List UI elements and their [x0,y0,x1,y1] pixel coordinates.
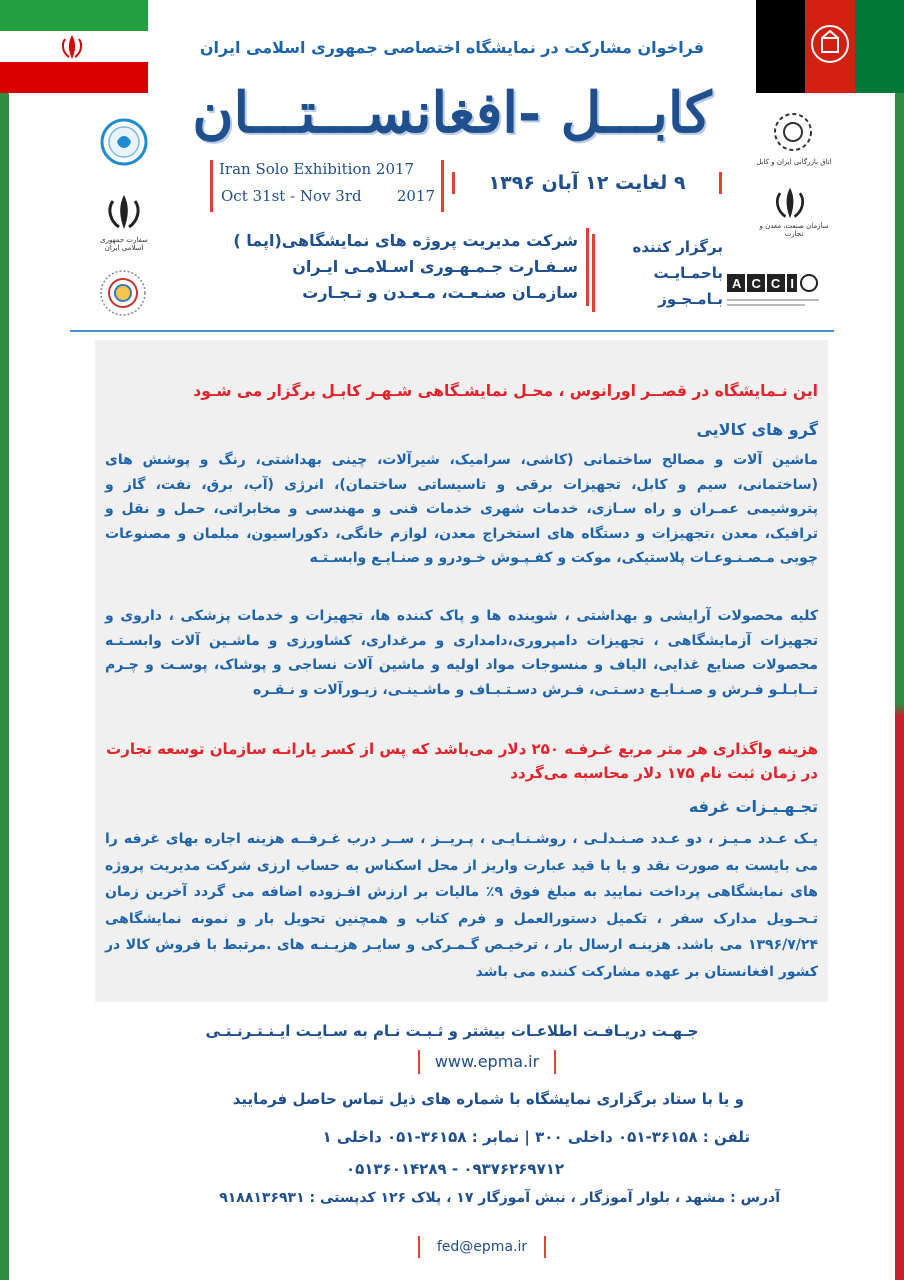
left-emblem-caption: سفارت جمهوری اسلامی ایران [100,236,148,252]
email-link[interactable]: fed@epma.ir [418,1236,546,1258]
fee-notice: هزینه واگذاری هر متر مربع غـرفـه ۲۵۰ دلار می‌باشد که پس از کسر یارانـه سازمان توسعه تجارت در زمان ثبت نام ۱۷۵ دلار محاسبه می‌گردد [106,740,818,782]
organizer-values [210,228,589,306]
organizer-label: باحمـایـت [653,264,723,282]
venue-notice: این نـمایشگاه در قصــر اورانوس ، محـل نمایشـگاهی شـهـر کابـل برگزار می شـود [193,381,818,400]
groups-text: ماشین آلات و مصالح ساختمانی (کاشی، سرامیک، شیرآلات، چینی بهداشتی، رنگ و پوشش های (ساختمانی، سیم و کابل، تجهیزات برقی و تاسیساتی ساختمان)، انرژی (آب، برق، نفت، گاز و پتروشیمی عمـران و راه سـازی، خدمات شهری خدمات فنی و مهندسی و مخابراتی، حمل و نقل و ترافیک، معدن ،تجهیزات و دستگاه های استخراج معدن، لوازم خانگی، دکوراسیون، مبلمان و مصنوعات چوبی مـصـنـوعـات پلاستیکی، موکت و کفـپـوش خـودرو و صنـایـع وابسـتـه [105,452,818,566]
afghanistan-flag [756,0,904,93]
organizer-label: بـامـجـوز [658,290,723,308]
org-seal-icon [98,268,148,318]
equipment-heading: تجـهـیـزات غرفه [688,797,818,816]
iran-emblem-right [770,186,810,222]
left-side-stripe [0,0,9,1280]
right-side-stripe [895,0,904,1280]
contact-line: و یا با ستاد برگزاری نمایشگاه با شماره های ذیل تماس حاصل فرمایید [232,1090,744,1108]
address-line: آدرس : مشهد ، بلوار آموزگار ، نبش آموزگار ۱۷ ، پلاک ۱۲۶ کدپستی : ۹۱۸۸۱۳۶۹۳۱ [219,1190,780,1206]
organizer-value: سـفـارت جـمـهـوری اسـلامـی ایـران [292,257,578,276]
iran-emblem-icon [770,186,810,222]
epma-logo [100,118,148,166]
iran-emblem-icon [57,33,87,61]
iran-emblem-left [102,193,146,233]
acci-lettering [727,276,799,291]
iran-flag [0,0,148,93]
exhibition-en-box [210,160,444,212]
exhibition-en-title: Iran Solo Exhibition 2017 [219,160,415,178]
header-divider [70,330,834,332]
exhibition-date-fa: ۹ لغایت ۱۲ آبان ۱۳۹۶ [452,172,722,194]
exhibition-en-dates: Oct 31st - Nov 3rd [221,187,362,205]
info-line: جـهـت دریـافـت اطلاعـات بیشتر و ثـبـت نـام به سـایـت ایـنـتـرنـتـی [205,1022,699,1040]
website-link[interactable]: www.epma.ir [418,1050,556,1074]
invitation-heading: فراخوان مشارکت در نمایشگاه اختصاصی جمهوری اسلامی ایران [199,38,705,57]
equipment-text: یـک عـدد مـیـز ، دو عـدد صـنـدلـی ، روشـنـایـی ، پـریــز ، ســر درب غـرفــه هزینه اجاره بهای غرفه را می بایست به صورت نقد و یا با قید عبارت واریز از محل اسکناس به حساب ارزی شرکت مدیریت پروژه های نمایشگاهی پرداخت نمایید به مبلغ فوق ۹٪ مالیات بر ارزش افـزوده اضافه می گردد آخرین زمان تـحـویل مدارک سفر ، تکمیل دستورالعمل و فرم کتاب و همچنین تحویل بار و نمونه نمایشگاهی ۱۳۹۶/۷/۲۴ می باشد. هزینـه ارسال بار ، ترخیـص گـمـرکی و سایـر هزیـنـه های .مرتبط با فروش کالا در کشور افغانستان بر عهده مشارکت کننده می باشد [105,831,818,980]
page-title: کابـــل -افغانســـتـــان [192,80,712,146]
phone-fax-line: تلفن : ۳۶۱۵۸-۰۵۱ داخلی ۳۰۰ | نمابر : ۳۶۱۵۸-۰۵۱ داخلی ۱ [322,1128,750,1146]
acci-letter: C [770,276,781,291]
groups-heading: گرو های کالایی [696,420,818,439]
organizer-label: برگزار کننده [632,238,723,256]
acci-letter: C [751,276,761,291]
groups-text-2: کلیه محصولات آرایشی و بهداشتی ، شوینده ها و پاک کننده ها، تجهیزات و خدمات پزشکی ، داروی و تجهیزات آزمایشگاهی ، تجهیزات دامپروری،دامداری و مرغداری، کشاورزی و ماشـین آلات وابسـتـه محصولات صنایع غذایی، الیاف و منسوجات مواد اولیه و ماشین آلات نساجی و پوشاک، پوسـت و چـرم تــابـلـو فـرش و صـنـایـع دسـتـی، فـرش دسـتـبـاف و ماشـینـی، زیـورآلات و نـقـره [105,608,818,698]
organizer-value: شرکت مدیریت پروژه های نمایشگاهی(اپما ) [233,231,578,250]
chamber-logo-icon [768,110,818,154]
organizer-value: سازمـان صنـعـت، مـعـدن و تـجـارت [302,283,578,302]
org-seal-logo [98,268,148,318]
ministry-caption: سازمان صنعت، معدن و تجارت [759,222,829,238]
chamber-logo [768,110,818,154]
organizer-labels [592,234,723,312]
exhibition-en-year: 2017 [396,187,435,205]
mobile-line: ۰۹۳۷۶۲۶۹۷۱۲ - ۰۵۱۳۶۰۱۴۲۸۹ [345,1160,565,1178]
acci-letter: A [732,276,742,291]
afghanistan-seal-icon [809,22,851,66]
iran-emblem-icon [102,193,146,233]
acci-letter: I [790,276,794,291]
chamber-caption: اتاق بازرگانی ایران و کابل [756,158,832,166]
epma-logo-icon [100,118,148,166]
